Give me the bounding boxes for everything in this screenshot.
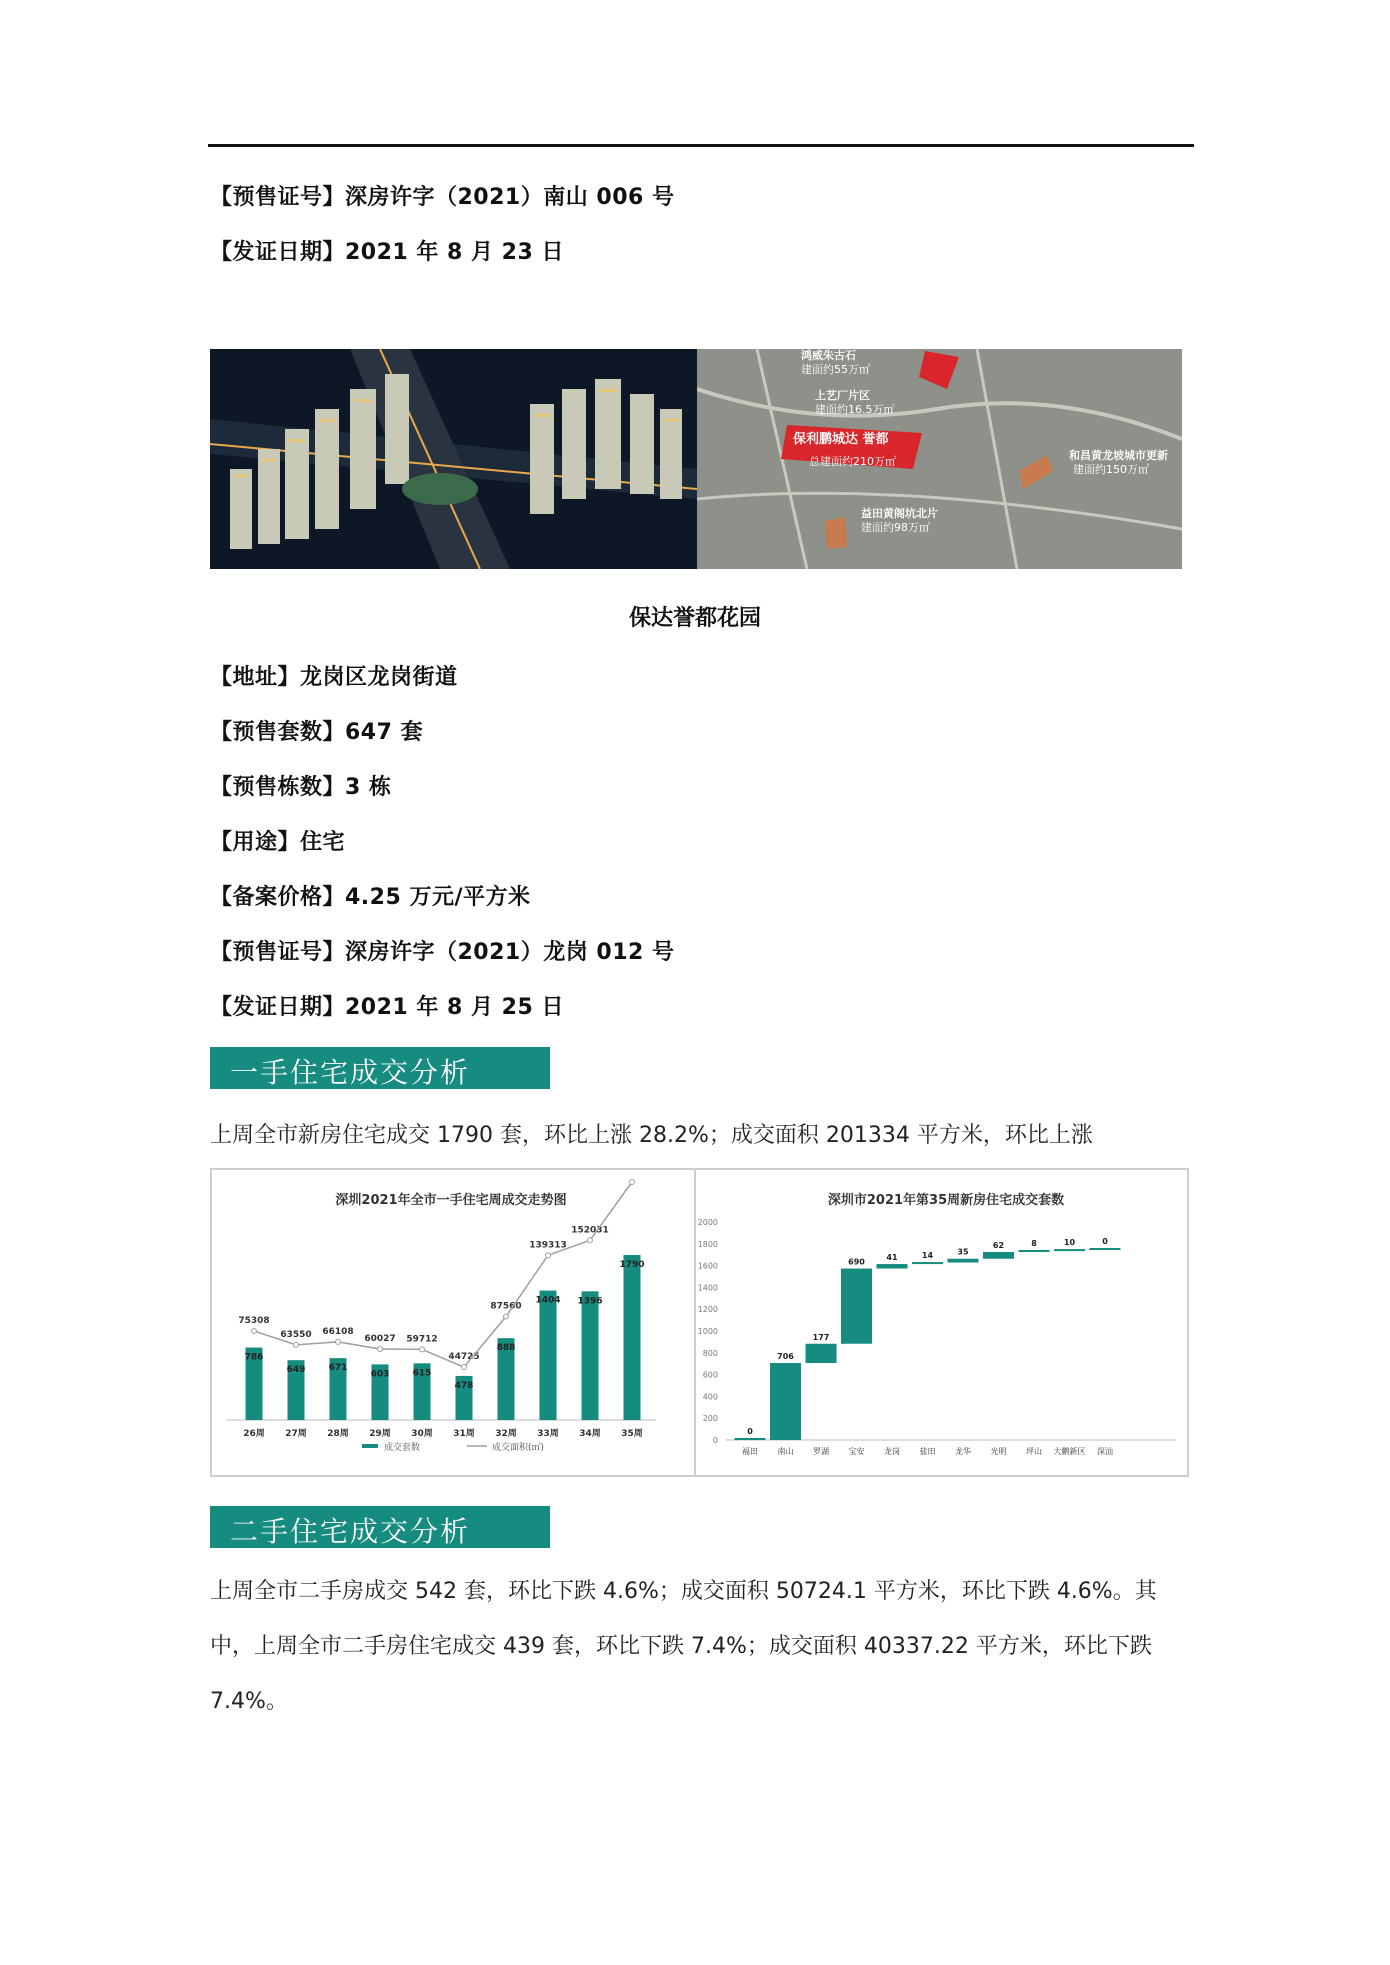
chart1-bar-label: 649 xyxy=(286,1365,306,1376)
presale-cert-2: 【预售证号】深房许字（2021）龙岗 012 号 xyxy=(210,940,675,965)
section-heading-new-homes xyxy=(210,1047,550,1089)
chart2-bar-label: 62 xyxy=(992,1240,1005,1250)
map-label-1b: 建面约55万㎡ xyxy=(801,363,870,376)
chart2-bar-label: 0 xyxy=(1102,1237,1108,1247)
district-waterfall-chart xyxy=(694,1170,1189,1475)
chart1-category: 28周 xyxy=(327,1429,349,1439)
chart1-line-point xyxy=(336,1339,341,1344)
chart2-bar-label: 41 xyxy=(886,1253,898,1263)
chart1-category: 34周 xyxy=(579,1429,601,1439)
map-label-3b: 总建面约210万㎡ xyxy=(809,455,896,468)
chart2-bar xyxy=(877,1264,908,1268)
weekly-trend-chart xyxy=(212,1170,690,1475)
chart2-category: 龙华 xyxy=(955,1447,971,1456)
chart1-legend-swatch-bars xyxy=(362,1444,378,1448)
chart1-line-label: 60027 xyxy=(364,1334,396,1345)
chart2-ytick: 1200 xyxy=(697,1305,718,1315)
chart2-bar-label: 10 xyxy=(1063,1238,1076,1248)
chart1-line-point xyxy=(588,1238,593,1243)
resale-summary: 上周全市二手房成交 542 套，环比下跌 4.6%；成交面积 50724.1 平方米，环比下跌 4.6%。其中，上周全市二手房住宅成交 439 套，环比下跌 7.4%；成交面积 40337.22 平方米，环比下跌 7.4%。 xyxy=(210,1579,1157,1714)
chart2-ytick: 2000 xyxy=(697,1218,718,1227)
chart2-ytick: 1600 xyxy=(697,1261,718,1271)
chart2-category: 罗湖 xyxy=(813,1447,829,1456)
chart1-title: 深圳2021年全市一手住宅周成交走势图 xyxy=(335,1193,567,1208)
chart2-bar xyxy=(983,1252,1014,1259)
buildings-line: 【预售栋数】3 栋 xyxy=(210,775,392,800)
chart2-bar-label: 35 xyxy=(957,1247,969,1257)
map-label-2: 上艺厂片区 xyxy=(815,389,870,402)
chart1-line-label: 63550 xyxy=(280,1329,312,1340)
usage-line: 【用途】住宅 xyxy=(210,830,346,855)
chart1-line-label: 66108 xyxy=(322,1326,354,1337)
chart1-line-point xyxy=(462,1365,467,1370)
map-label-5: 益田黄阁坑北片 xyxy=(861,507,938,520)
chart2-ytick: 1800 xyxy=(697,1239,718,1249)
chart1-bar-label: 786 xyxy=(244,1352,264,1363)
map-label-3: 保利鹏城达 誉都 xyxy=(793,432,889,447)
chart2-bar xyxy=(1054,1249,1085,1251)
chart2-ytick: 1000 xyxy=(697,1327,718,1336)
section-title-2: 二手住宅成交分析 xyxy=(230,1515,471,1548)
chart1-line-label: 44725 xyxy=(448,1352,480,1363)
chart2-bar-label: 177 xyxy=(812,1332,830,1342)
map-label-4b: 建面约150万㎡ xyxy=(1073,463,1149,476)
issue-date-2: 【发证日期】2021 年 8 月 25 日 xyxy=(210,995,564,1020)
chart2-ytick: 400 xyxy=(702,1392,718,1402)
chart1-bar xyxy=(582,1291,599,1420)
chart1-line-point xyxy=(546,1253,551,1258)
chart2-bar-label: 690 xyxy=(848,1257,865,1267)
chart2-ytick: 800 xyxy=(702,1348,718,1358)
chart2-bar xyxy=(841,1269,872,1344)
chart1-category: 29周 xyxy=(369,1429,391,1439)
chart2-category: 南山 xyxy=(777,1447,794,1456)
address-line: 【地址】龙岗区龙岗街道 xyxy=(210,665,458,690)
chart2-title: 深圳市2021年第35周新房住宅成交套数 xyxy=(827,1193,1065,1208)
chart1-legend-bars: 成交套数 xyxy=(384,1443,421,1453)
chart1-bar-label: 671 xyxy=(328,1363,348,1374)
project-name: 保达誉都花园 xyxy=(628,606,761,631)
chart1-bar-label: 603 xyxy=(370,1369,390,1380)
chart1-line-point xyxy=(378,1347,383,1352)
chart2-bar-label: 14 xyxy=(921,1251,934,1261)
map-label-1: 鸿威朱古石 xyxy=(801,349,856,362)
presale-cert-1: 【预售证号】深房许字（2021）南山 006 号 xyxy=(210,185,675,210)
chart1-line-label: 75308 xyxy=(238,1315,270,1326)
section-title-1: 一手住宅成交分析 xyxy=(230,1056,471,1089)
charts-panel xyxy=(210,1168,1189,1477)
new-homes-summary: 上周全市新房住宅成交 1790 套，环比上涨 28.2%；成交面积 201334 平方米，环比上涨 xyxy=(210,1123,1093,1148)
chart1-category: 31周 xyxy=(453,1429,475,1439)
header-rule xyxy=(208,144,1194,147)
map-label-5b: 建面约98万㎡ xyxy=(861,521,930,534)
chart2-category: 大鹏新区 xyxy=(1053,1447,1086,1456)
chart2-category: 坪山 xyxy=(1026,1447,1042,1456)
chart1-bar xyxy=(624,1255,641,1420)
chart1-bar-label: 1396 xyxy=(577,1296,603,1307)
chart2-ytick: 1400 xyxy=(697,1283,718,1293)
project-photos xyxy=(210,349,1182,569)
aerial-night-render xyxy=(210,349,697,569)
chart2-bar xyxy=(806,1344,837,1363)
chart1-category: 33周 xyxy=(537,1429,559,1439)
price-line: 【备案价格】4.25 万元/平方米 xyxy=(210,885,531,910)
issue-date-1: 【发证日期】2021 年 8 月 23 日 xyxy=(210,240,564,265)
chart2-ytick: 200 xyxy=(702,1414,718,1424)
chart2-bar-label: 8 xyxy=(1031,1238,1037,1248)
chart1-category: 32周 xyxy=(495,1429,517,1439)
chart2-ytick: 0 xyxy=(712,1436,718,1445)
chart2-bar xyxy=(912,1262,943,1264)
chart2-bar xyxy=(1090,1248,1121,1250)
chart1-line-point xyxy=(252,1328,257,1333)
chart2-bar-label: 706 xyxy=(777,1352,794,1362)
chart1-bar-label: 888 xyxy=(496,1343,516,1354)
chart1-line-point xyxy=(630,1180,635,1185)
chart1-line-label: 139313 xyxy=(529,1240,567,1251)
chart2-category: 福田 xyxy=(742,1447,758,1456)
chart1-category: 27周 xyxy=(285,1429,307,1439)
chart2-category: 光明 xyxy=(990,1447,1007,1456)
map-label-4: 和昌黄龙坡城市更新 xyxy=(1069,449,1168,462)
chart2-bar xyxy=(735,1438,766,1440)
chart1-line-point xyxy=(294,1342,299,1347)
chart1-bar-label: 1790 xyxy=(619,1260,645,1270)
chart1-line-label: 87560 xyxy=(490,1301,522,1312)
chart1-line-label: 59712 xyxy=(406,1334,438,1345)
units-line: 【预售套数】647 套 xyxy=(210,720,424,745)
chart1-bar-label: 1404 xyxy=(535,1295,561,1306)
chart1-legend-line: 成交面积(㎡) xyxy=(492,1443,545,1453)
map-label-2b: 建面约16.5万㎡ xyxy=(815,403,895,416)
chart1-category: 26周 xyxy=(243,1429,265,1439)
chart1-line-point xyxy=(504,1314,509,1319)
location-map xyxy=(697,349,1182,569)
chart2-bar xyxy=(948,1259,979,1263)
chart2-bar-label: 0 xyxy=(747,1427,753,1436)
chart2-category: 深汕 xyxy=(1097,1447,1113,1456)
chart2-ytick: 600 xyxy=(702,1370,718,1380)
chart2-category: 盐田 xyxy=(919,1447,936,1456)
chart2-category: 龙岗 xyxy=(884,1447,900,1456)
chart1-category: 35周 xyxy=(621,1429,643,1439)
chart2-category: 宝安 xyxy=(848,1447,865,1456)
chart1-bar-label: 478 xyxy=(454,1380,474,1391)
chart1-line-label: 152031 xyxy=(571,1225,609,1236)
chart1-bar-label: 615 xyxy=(412,1368,432,1379)
chart1-category: 30周 xyxy=(411,1429,433,1439)
chart2-bar xyxy=(1019,1250,1050,1252)
section-heading-resale xyxy=(210,1506,550,1548)
chart1-bar xyxy=(540,1291,557,1420)
chart1-line-point xyxy=(420,1347,425,1352)
chart2-bar xyxy=(770,1363,801,1440)
